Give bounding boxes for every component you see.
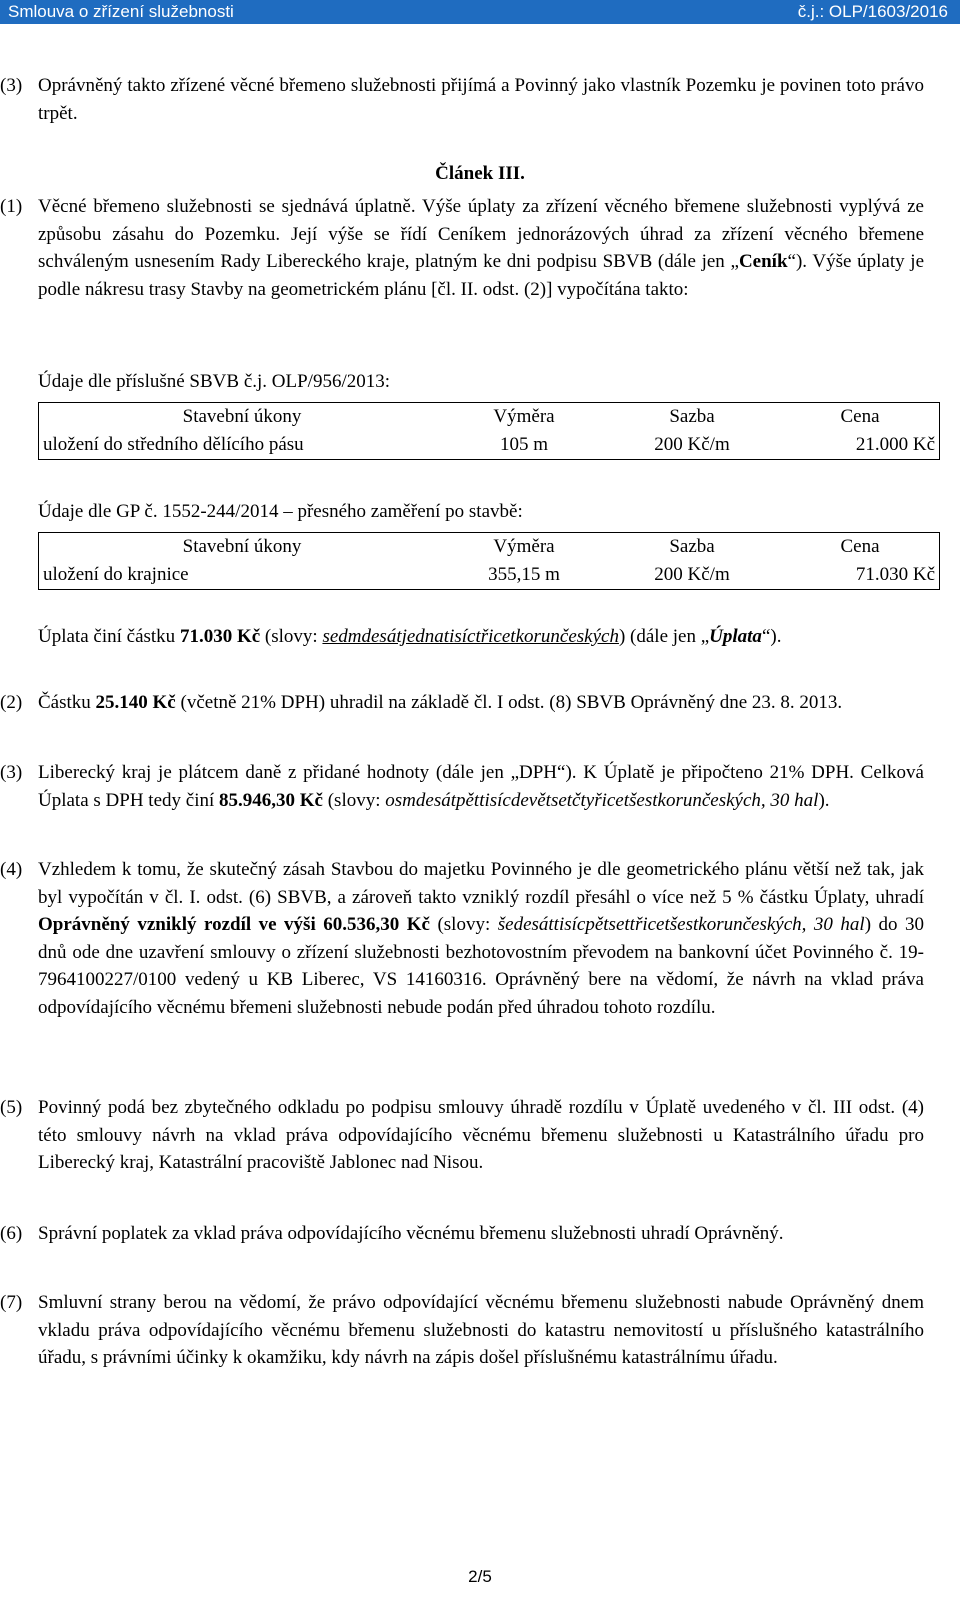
clause-1	[0, 193, 924, 303]
fee-table-2	[38, 532, 940, 590]
table-row	[39, 561, 940, 590]
header-cell: Cena	[840, 406, 880, 427]
clause-2	[0, 689, 924, 717]
table-1-label: Údaje dle příslušné SBVB č.j. OLP/956/2013:	[38, 371, 391, 392]
table-cell: 21.000 Kč	[855, 434, 935, 455]
clause-3-previous	[0, 72, 924, 127]
header-cell: Stavební úkony	[182, 406, 302, 427]
table-cell: uložení do středního dělícího pásu	[43, 434, 304, 455]
table-2-label: Údaje dle GP č. 1552-244/2014 – přesného zaměření po stavbě:	[38, 501, 523, 522]
article-heading: Článek III.	[435, 163, 525, 184]
clause-4	[0, 856, 924, 1021]
table-row	[39, 431, 940, 460]
fee-table-1	[38, 402, 940, 460]
table-cell: 105 m	[499, 434, 549, 455]
clause-number: (3)	[0, 75, 23, 96]
clause-5	[0, 1094, 924, 1177]
header-cell: Výměra	[493, 406, 555, 427]
clause-number: (4)	[0, 859, 23, 880]
clause-3	[0, 759, 924, 814]
table-header-row	[39, 403, 940, 432]
header-cell: Sazba	[669, 406, 715, 427]
table-cell: 71.030 Kč	[855, 564, 935, 585]
clause-number: (1)	[0, 196, 23, 217]
document-reference: č.j.: OLP/1603/2016	[797, 2, 948, 21]
clause-text: Oprávněný takto zřízené věcné břemeno služebnosti přijímá a Povinný jako vlastník Pozemku je povinen toto právo trpět.	[38, 75, 924, 124]
clause-text: Věcné břemeno služebnosti se sjednává úplatně. Výše úplaty za zřízení věcného břemene služebnosti vyplývá ze způsobu zásahu do Pozemku. Její výše se řídí Ceníkem jednorázových úhrad za zřízení věcného břemene schváleným usnesením Rady Libereckého kraje, platným ke dni podpisu SBVB (dále jen „Ceník“). Výše úplaty je podle nákresu trasy Stavby na geometrickém plánu [čl. II. odst. (2)] vypočítána takto:	[38, 196, 925, 300]
header-cell: Cena	[840, 536, 880, 557]
clause-number: (7)	[0, 1292, 23, 1313]
table-cell: 200 Kč/m	[654, 564, 730, 585]
header-cell: Sazba	[669, 536, 715, 557]
table-cell: 200 Kč/m	[654, 434, 730, 455]
table-header-row	[39, 533, 940, 562]
page-number: 2/5	[468, 1567, 492, 1586]
clause-number: (2)	[0, 692, 23, 713]
table-cell: uložení do krajnice	[43, 564, 189, 585]
clause-7	[0, 1289, 924, 1372]
header-cell: Stavební úkony	[182, 536, 302, 557]
header-cell: Výměra	[493, 536, 555, 557]
document-header	[0, 0, 960, 24]
clause-number: (3)	[0, 762, 23, 783]
clause-6	[0, 1220, 924, 1248]
clause-text: Liberecký kraj je plátcem daně z přidané hodnoty (dále jen „DPH“). K Úplatě je připočteno 21% DPH. Celková Úplata s DPH tedy činí 85.946,30 Kč (slovy: osmdesátpěttisícdevětsetčtyřicetšestkorunčeských, 30 hal).	[38, 762, 924, 811]
payment-total: Úplata činí částku 71.030 Kč (slovy: sedmdesátjednatisíctřicetkorunčeských) (dále jen „Úplata“).	[38, 626, 782, 647]
clause-number: (5)	[0, 1097, 23, 1118]
document-title: Smlouva o zřízení služebnosti	[8, 2, 234, 21]
clause-text: Vzhledem k tomu, že skutečný zásah Stavbou do majetku Povinného je dle geometrického plánu větší než tak, jak byl vypočítán v čl. I. odst. (6) SBVB, a zároveň takto vzniklý rozdíl přesáhl o více než 5 % částku Úplaty, uhradí Oprávněný vzniklý rozdíl ve výši 60.536,30 Kč (slovy: šedesáttisícpětsettřicetšestkorunčeských, 30 hal) do 30 dnů ode dne uzavření smlouvy o zřízení služebnosti bezhotovostním převodem na bankovní účet Povinného č. 19-7964100227/0100 vedený u KB Liberec, VS 14160316. Oprávněný bere na vědomí, že návrh na vklad práva odpovídajícího věcnému břemeni služebnosti nebude podán před úhradou tohoto rozdílu.	[38, 859, 925, 1018]
clause-text: Povinný podá bez zbytečného odkladu po podpisu smlouvy úhradě rozdílu v Úplatě uvedeného v čl. III odst. (4) této smlouvy návrh na vklad práva odpovídajícího věcnému břemenu služebnosti u Katastrálního úřadu pro Liberecký kraj, Katastrální pracoviště Jablonec nad Nisou.	[38, 1097, 924, 1173]
clause-number: (6)	[0, 1223, 23, 1244]
clause-text: Smluvní strany berou na vědomí, že právo odpovídající věcnému břemenu služebnosti nabude Oprávněný dnem vkladu práva odpovídajícího věcnému břemenu služebnosti do katastru nemovitostí u příslušného katastrálního úřadu, s právními účinky k okamžiku, kdy návrh na zápis došel příslušnému katastrálnímu úřadu.	[38, 1292, 924, 1368]
clause-text: Správní poplatek za vklad práva odpovídajícího věcnému břemenu služebnosti uhradí Oprávněný.	[38, 1223, 784, 1244]
table-cell: 355,15 m	[488, 564, 560, 585]
clause-text: Částku 25.140 Kč (včetně 21% DPH) uhradil na základě čl. I odst. (8) SBVB Oprávněný dne 23. 8. 2013.	[38, 692, 843, 713]
